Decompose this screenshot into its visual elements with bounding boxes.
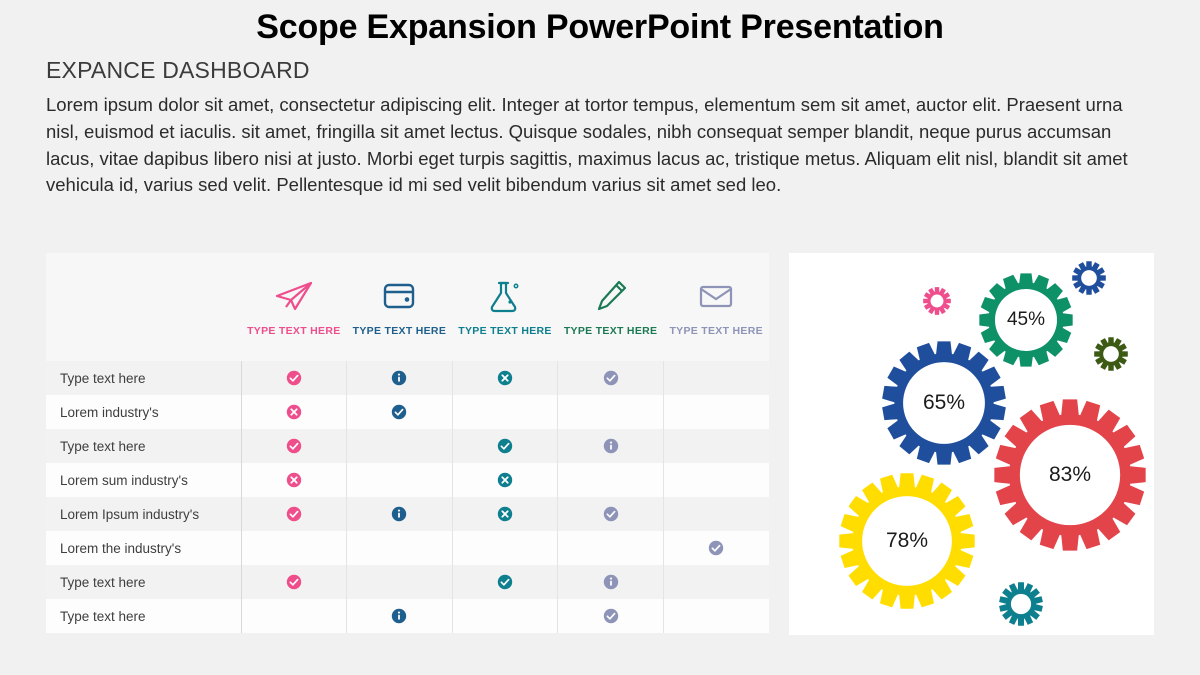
table-row	[46, 599, 769, 633]
row-label: Type text here	[46, 565, 241, 599]
column-header-label: TYPE TEXT HERE	[669, 325, 763, 338]
column-header-envelope	[663, 253, 769, 361]
paper-plane-icon	[241, 275, 347, 317]
matrix-table	[46, 253, 769, 633]
column-header-label: TYPE TEXT HERE	[247, 325, 341, 338]
row-label: Lorem industry's	[46, 395, 241, 429]
matrix-table-body	[46, 361, 769, 633]
empty-cell	[663, 361, 769, 395]
column-header-wallet	[347, 253, 453, 361]
check-mark-icon	[452, 429, 558, 463]
column-header-pencil	[558, 253, 664, 361]
gears-chart-panel	[789, 253, 1154, 635]
empty-cell	[558, 395, 664, 429]
wallet-icon	[347, 275, 453, 317]
matrix-table-container	[46, 253, 769, 633]
info-mark-icon	[347, 497, 453, 531]
empty-cell	[663, 497, 769, 531]
gear-blue-value: 65%	[922, 391, 966, 414]
gear-small-pink	[923, 287, 951, 315]
table-row	[46, 565, 769, 599]
table-row	[46, 429, 769, 463]
cross-mark-icon	[241, 395, 347, 429]
column-header-label: TYPE TEXT HERE	[352, 325, 447, 338]
cross-mark-icon	[452, 463, 558, 497]
row-label: Lorem sum industry's	[46, 463, 241, 497]
gears-svg	[789, 253, 1154, 635]
empty-cell	[663, 565, 769, 599]
section-subtitle: EXPANCE DASHBOARD	[46, 57, 310, 83]
empty-cell	[663, 429, 769, 463]
column-header-label: TYPE TEXT HERE	[458, 325, 552, 338]
empty-cell	[663, 599, 769, 633]
row-label: Lorem Ipsum industry's	[46, 497, 241, 531]
envelope-icon	[663, 275, 769, 317]
empty-cell	[663, 395, 769, 429]
empty-cell	[347, 429, 453, 463]
table-row	[46, 531, 769, 565]
gear-small-navy	[1072, 261, 1106, 295]
table-header-row	[46, 253, 769, 361]
table-row	[46, 395, 769, 429]
check-mark-icon	[452, 565, 558, 599]
info-mark-icon	[347, 361, 453, 395]
cross-mark-icon	[452, 497, 558, 531]
check-mark-icon	[558, 497, 664, 531]
row-label: Type text here	[46, 361, 241, 395]
check-mark-icon	[241, 361, 347, 395]
check-mark-icon	[347, 395, 453, 429]
empty-cell	[347, 565, 453, 599]
gear-small-olive	[1094, 337, 1128, 371]
column-header-label: TYPE TEXT HERE	[563, 325, 658, 338]
gear-green-value: 45%	[1006, 309, 1046, 330]
empty-cell	[558, 531, 664, 565]
empty-cell	[452, 599, 558, 633]
page-title: Scope Expansion PowerPoint Presentation	[256, 8, 944, 46]
table-row	[46, 361, 769, 395]
empty-cell	[241, 531, 347, 565]
check-mark-icon	[558, 361, 664, 395]
flask-icon	[452, 275, 558, 317]
empty-cell	[452, 395, 558, 429]
cross-mark-icon	[241, 463, 347, 497]
check-mark-icon	[558, 599, 664, 633]
table-row	[46, 497, 769, 531]
info-mark-icon	[558, 565, 664, 599]
check-mark-icon	[241, 497, 347, 531]
table-row	[46, 463, 769, 497]
column-header-paper-plane	[241, 253, 347, 361]
empty-cell	[558, 463, 664, 497]
empty-cell	[347, 531, 453, 565]
check-mark-icon	[241, 429, 347, 463]
cross-mark-icon	[452, 361, 558, 395]
info-mark-icon	[347, 599, 453, 633]
empty-cell	[347, 463, 453, 497]
body-paragraph: Lorem ipsum dolor sit amet, consectetur adipiscing elit. Integer at tortor tempus, elementum sem sit amet, auctor elit. Praesent urna nisl, euismod et iaculis. sit amet, fringilla sit amet lectus. Quisque sodales, nibh consequat semper blandit, neque purus accumsan lacus, vitae dapibus libero nisi at justo. Morbi eget turpis sagittis, maximus lacus ac, tristique metus. Aliquam elit nisl, blandit sit amet vehicula id, varius sed velit. Pellentesque id mi sed velit bibendum varius sit amet sed leo.	[46, 94, 1128, 196]
row-label: Lorem the industry's	[46, 531, 241, 565]
pencil-icon	[558, 275, 664, 317]
gear-yellow-value: 78%	[885, 529, 929, 552]
empty-cell	[452, 531, 558, 565]
empty-cell	[241, 599, 347, 633]
empty-cell	[663, 463, 769, 497]
gear-red-value: 83%	[1048, 463, 1092, 486]
header-empty-cell	[46, 253, 241, 361]
gear-small-teal	[999, 582, 1043, 626]
column-header-flask	[452, 253, 558, 361]
check-mark-icon	[663, 531, 769, 565]
check-mark-icon	[241, 565, 347, 599]
row-label: Type text here	[46, 429, 241, 463]
info-mark-icon	[558, 429, 664, 463]
row-label: Type text here	[46, 599, 241, 633]
